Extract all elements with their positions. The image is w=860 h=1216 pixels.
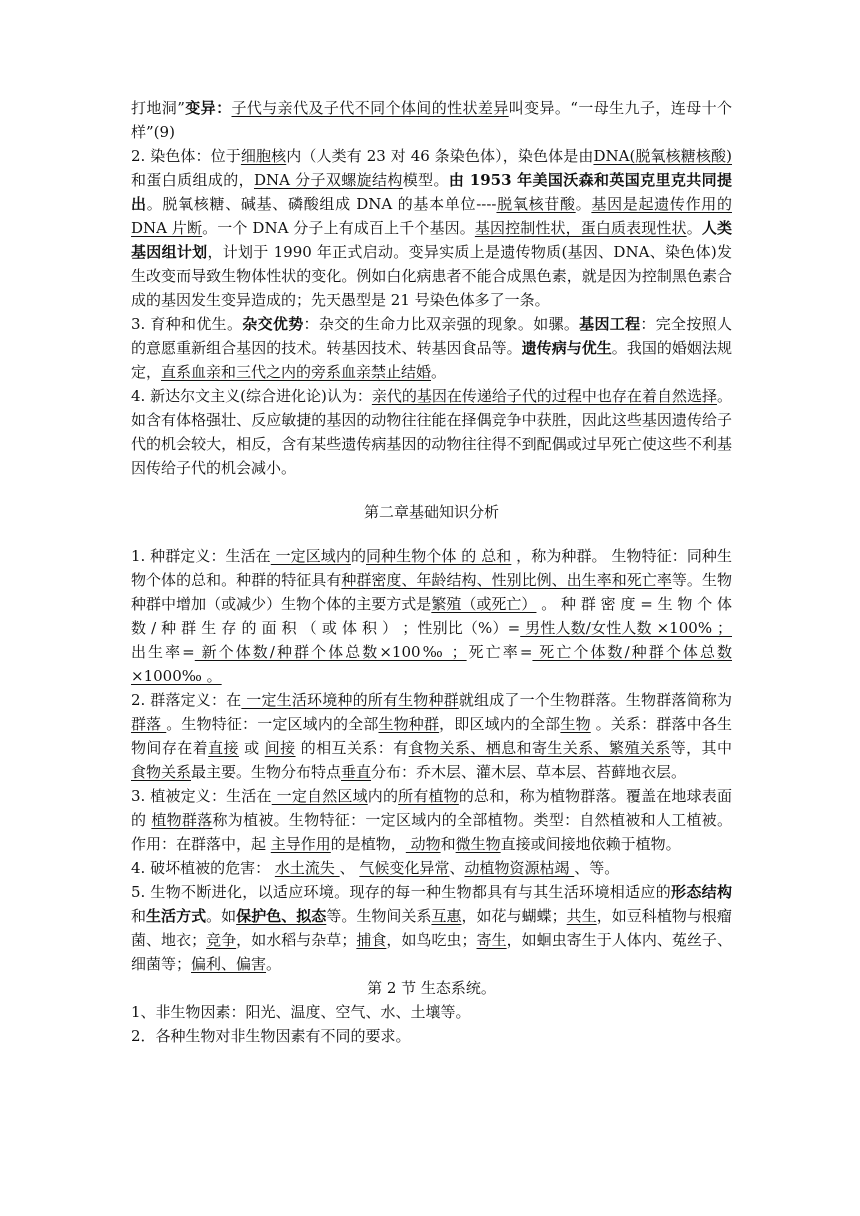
text-span: 。 种 群 密 度 = 生 物 个 体 数 / 种 群 生 存 的 面 积 （ 或 体 积 ） ；性别比（%）= [131,595,732,637]
text-span: ，如豆科植物与根瘤菌、地衣； [131,907,732,949]
underlined-term: 所有植物 [398,787,459,805]
text-span: 、 [449,859,465,877]
underlined-term: 生物种群 [378,715,440,733]
paragraph-chromosome [131,144,732,312]
text-span: 。 [431,363,447,381]
text-span: 2. 染色体：位于 [131,147,241,165]
text-span: 。 [266,955,282,973]
paragraph-population [131,544,732,688]
underlined-term: 寄生 [476,931,507,949]
text-span: 等，其中 [670,739,732,757]
underlined-formula: 男性人数/女性人数 ×100% ； [520,619,732,637]
paragraph-vegetation-damage [131,856,732,880]
text-span: 。我国的婚姻法规定， [131,339,732,381]
text-span: 。如 [206,907,237,925]
underlined-term: 动植物资源枯竭 [464,859,575,877]
paragraph-neodarwinism [131,384,732,480]
text-span: ： [216,99,232,117]
section-title: 第 2 节 生态系统。 [367,979,496,997]
chapter-title: 第二章基础知识分析 [363,503,499,521]
text-span: 和蛋白质组成的， [131,171,254,189]
underlined-term: 垂直 [341,763,372,781]
bold-underlined-term: 保护色、拟态 [236,907,327,925]
text-span: 、等。 [574,859,620,877]
underlined-term: 主导作用 [270,835,331,853]
text-span: ，计划于 1990 年正式启动。变异实质上是遗传物质(基因、DNA、染色体)发生改变而导致生物体性状的变化。例如白化病患者不能合成黑色素，就是因为控制黑色素合成的基因发生变异造成的；先天愚型是 21 号染色体多了一条。 [131,243,732,309]
bold-term: 生活方式 [146,907,207,925]
text-span: 等。生物间关系 [326,907,432,925]
text-span: ：完全按照人的意愿重新组合基因的技术。转基因技术、转基因食品等。 [131,315,732,357]
underlined-term: 群落 [131,715,167,733]
text-span: 。脱氧核糖、碱基、磷酸组成 DNA 的基本单位---- [146,195,497,213]
underlined-term: 脱氧核苷酸 [496,195,576,213]
underlined-term: 同种生物个体 的 总和 [366,547,512,565]
text-span: 。 [575,195,592,213]
text-span: 等。生物种群中增加（或减少）生物个体的主要方式是 [131,571,732,613]
underlined-term: 共生 [566,907,597,925]
paragraph-community [131,688,732,784]
underlined-term: DNA(脱氧核糖核酸) [593,147,732,165]
text-span: ，称为种群。 生物特征：同种生物个体的总和。种群的特征具有 [131,547,732,589]
underlined-term: 食物关系、栖息和寄生关系、繁殖关系 [408,739,671,757]
text-span: 或 [238,739,265,757]
underlined-term: 间接 [264,739,296,757]
bold-term: 基因工程 [579,315,641,333]
text-span: 打地洞” [131,99,185,117]
text-span: 称为植被。生物特征：一定区域内的全部植物。类型：自然植被和人工植被。作用：在群落中，起 [131,811,732,853]
text-span: ，即区域内的全部 [439,715,561,733]
underlined-term: 偏利、偏害 [191,955,267,973]
text-span: ，如花与蝴蝶； [461,907,567,925]
text-span: 2. 群落定义：在 [131,691,242,709]
text-span: 的相互关系：有 [295,739,409,757]
bold-term: 遗传病与优生 [521,339,612,357]
text-span: 最主要。生物分布特点 [191,763,342,781]
paragraph-breeding [131,312,732,384]
underlined-term: 基因控制性状，蛋白质表现性状 [474,219,687,237]
text-span: 出生率= [131,643,195,661]
underlined-term: 繁殖（或死亡） [431,595,537,613]
term-variation: 变异 [184,99,217,117]
underlined-term: 所有生物种群 [367,691,459,709]
text-span: 的总和，称为植物群落。覆盖在地球表面的 [131,787,732,829]
text-span: 。生物特征：一定区域内的全部 [166,715,379,733]
underlined-term: 直系血亲和三代之内的旁系血亲禁止结婚 [161,363,432,381]
bold-term: 形态结构 [671,883,732,901]
underlined-term: 亲代的基因在传递给子代的过程中也存在着自然选择 [371,387,717,405]
underlined-term: 基因是起遗传作用的 DNA 片断 [131,195,732,237]
text-span: 。关系：群落中各生物间存在着 [131,715,732,757]
text-span: ，如水稻与杂草； [236,931,357,949]
text-span: 的 [350,547,367,565]
text-span: 叫变异。“一母生九子，连母十个样”(9) [131,99,732,141]
text-span: 和 [131,907,147,925]
text-span: 、 [339,859,360,877]
text-span: ，如鸟吃虫； [386,931,477,949]
text-span: 就组成了一个生物群落。生物群落简称为 [458,691,732,709]
underlined-term: 微生物 [455,835,501,853]
underlined-term: 植物群落 [151,811,213,829]
text-span: 。一个 DNA 分子上有成百上千个基因。 [202,219,475,237]
underlined-formula: 新个体数/种群个体总数×100‰ ； [194,643,467,661]
underlined-formula: 死亡个体数/种群个体总数×1000‰ 。 [131,643,732,685]
text-span: 和 [440,835,456,853]
text-span: ，如蛔虫寄生于人体内、菟丝子、细菌等； [131,931,732,973]
paragraph-abiotic-requirements: 2．各种生物对非生物因素有不同的要求。 [131,1027,411,1045]
bold-term: 杂交优势 [242,315,304,333]
underlined-term: 细胞核 [240,147,287,165]
bold-term: 人类基因组计划 [131,219,732,261]
text-span: 3. 植被定义：生活在 [131,787,272,805]
text-span: 4. 新达尔文主义(综合进化论)认为： [131,387,372,405]
underlined-term: DNA 分子双螺旋结构 [253,171,403,189]
text-span: 5. 生物不断进化，以适应环境。现存的每一种生物都具有与其生活环境相适应的 [131,883,672,901]
text-span: 3. 育种和优生。 [131,315,243,333]
text-span: ：杂交的生命力比双亲强的现象。如骡。 [303,315,580,333]
text-span: 分布：乔木层、灌木层、草本层、苔藓地衣层。 [371,763,687,781]
underlined-term: 食物关系 [131,763,192,781]
text-span: 。如含有体格强壮、反应敏捷的基因的动物往往能在择偶竞争中获胜，因此这些基因遗传给子代的机会较大，相反，含有某些遗传病基因的动物往往得不到配偶或过早死亡使这些不利基因传给子代的机会减小。 [131,387,732,477]
text-span: 的是植物， [330,835,406,853]
paragraph-vegetation [131,784,732,856]
underlined-term: 生物 [560,715,591,733]
paragraph-variation [131,96,732,144]
underlined-term: 捕食 [356,931,387,949]
underlined-term: 种群密度、年龄结构、性别比例、出生率和死亡率 [341,571,672,589]
text-span: 直接或间接地依赖于植物。 [500,835,681,853]
underlined-term: 一定生活环境种的 [241,691,368,709]
underlined-term: 直接 [208,739,239,757]
underlined-term: 一定区域内 [270,547,351,565]
underlined-term: 互惠 [431,907,462,925]
text-span: 4. 破坏植被的危害： [131,859,275,877]
text-span: 。 [686,219,702,237]
underlined-term: 动物 [405,835,441,853]
underlined-term: 水土流失 [274,859,340,877]
underlined-term: 一定自然区域 [271,787,368,805]
underlined-term: 气候变化异常 [359,859,450,877]
text-span: 模型。 [402,171,449,189]
underlined-definition: 子代与亲代及子代不同个体间的性状差异 [231,99,509,117]
paragraph-abiotic-factors: 1、非生物因素：阳光、温度、空气、水、土壤等。 [131,1003,471,1021]
paragraph-evolution [131,880,732,976]
bold-fact: 由 1953 年美国沃森和英国克里克共同提出 [131,171,732,213]
underlined-term: 竞争 [206,931,237,949]
text-span: 内的 [367,787,399,805]
text-span: 内（人类有 23 对 46 条染色体），染色体是由 [286,147,594,165]
text-span: 死亡率= [466,643,533,661]
text-span: 1. 种群定义：生活在 [131,547,271,565]
